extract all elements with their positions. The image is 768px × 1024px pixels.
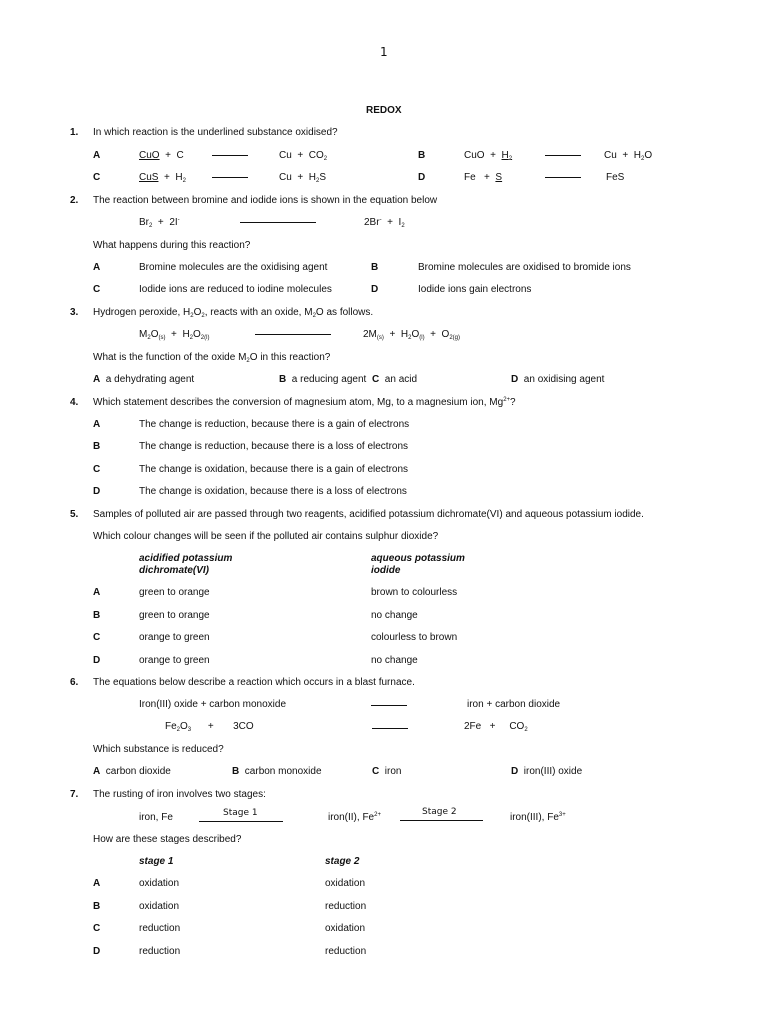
equation-products: $Cu + CO_2$ xyxy=(279,150,328,162)
option-b: B carbon monoxide xyxy=(232,766,322,777)
word-equation-reactants: Iron(III) oxide + carbon monoxide xyxy=(139,699,287,710)
option-cell: green to orange xyxy=(139,587,210,598)
question-number: 1. xyxy=(70,127,79,138)
equation-products: $2Br^- + I_2$ xyxy=(364,217,405,229)
question-text: The reaction between bromine and iodide ions is shown in the equation below xyxy=(93,195,438,206)
option-letter: A xyxy=(93,587,101,598)
option-letter: C xyxy=(93,464,101,475)
species-iron-iii: iron(III), $Fe^{3+}$ xyxy=(510,812,566,823)
equation-reactants: CuO + $H_2$ xyxy=(464,150,513,162)
equation-reactants: CuO + C xyxy=(139,150,184,161)
option-cell: oxidation xyxy=(139,901,180,912)
option-c: C iron xyxy=(372,766,402,777)
option-cell: reduction xyxy=(139,946,181,957)
option-a: A carbon dioxide xyxy=(93,766,171,777)
question-number: 3. xyxy=(70,307,79,318)
option-cell: oxidation xyxy=(325,923,366,934)
option-cell: reduction xyxy=(139,923,181,934)
symbol-equation-products: 2Fe + $CO_2$ xyxy=(464,721,528,733)
column-header-1: acidified potassium dichromate(VI) xyxy=(139,553,233,576)
option-letter: D xyxy=(93,946,101,957)
page-number: 1 xyxy=(380,45,388,59)
question-text: The equations below describe a reaction which occurs in a blast furnace. xyxy=(93,677,415,688)
option-text: The change is reduction, because there is a gain of electrons xyxy=(139,419,410,430)
option-letter: A xyxy=(93,878,101,889)
option-cell: orange to green xyxy=(139,632,210,643)
reaction-arrow xyxy=(372,728,408,729)
column-header-2: stage 2 xyxy=(325,856,360,867)
question-number: 7. xyxy=(70,789,79,800)
reaction-arrow xyxy=(545,177,581,178)
option-cell: orange to green xyxy=(139,655,210,666)
question-prompt: What is the function of the oxide $M_2O$ in this reaction? xyxy=(93,352,331,364)
equation-products: $Cu + H_2O$ xyxy=(604,150,653,162)
column-header-1: stage 1 xyxy=(139,856,174,867)
equation-products: $Cu + H_2S$ xyxy=(279,172,327,184)
column-header-2: aqueous potassium iodide xyxy=(371,553,465,576)
page-title: REDOX xyxy=(366,105,402,116)
question-number: 4. xyxy=(70,397,79,408)
symbol-equation-reactants: $Fe_2O_3$ + 3CO xyxy=(165,721,254,733)
reaction-arrow xyxy=(240,222,316,223)
option-text: Iodide ions are reduced to iodine molecules xyxy=(139,284,332,295)
option-d: D an oxidising agent xyxy=(511,374,605,385)
option-letter: C xyxy=(93,284,101,295)
option-cell: no change xyxy=(371,610,418,621)
question-prompt: Which substance is reduced? xyxy=(93,744,224,755)
question-text: Which statement describes the conversion of magnesium atom, Mg, to a magnesium ion, $Mg^{2+}$? xyxy=(93,397,516,408)
equation-products: FeS xyxy=(606,172,625,183)
option-letter: D xyxy=(418,172,426,183)
word-equation-products: iron + carbon dioxide xyxy=(467,699,561,710)
option-letter: B xyxy=(371,262,379,273)
question-prompt: How are these stages described? xyxy=(93,834,242,845)
question-prompt: Which colour changes will be seen if the polluted air contains sulphur dioxide? xyxy=(93,531,439,542)
option-cell: colourless to brown xyxy=(371,632,458,643)
option-letter: C xyxy=(93,172,101,183)
option-letter: A xyxy=(93,150,101,161)
option-cell: oxidation xyxy=(325,878,366,889)
reaction-arrow xyxy=(400,820,483,821)
option-letter: A xyxy=(93,262,101,273)
option-cell: green to orange xyxy=(139,610,210,621)
reaction-arrow xyxy=(199,821,283,822)
option-c: C an acid xyxy=(372,374,418,385)
option-b: B a reducing agent xyxy=(279,374,367,385)
reaction-arrow xyxy=(545,155,581,156)
option-text: The change is oxidation, because there is a gain of electrons xyxy=(139,464,409,475)
equation-reactants: CuS + $H_2$ xyxy=(139,172,186,184)
option-letter: B xyxy=(93,441,101,452)
option-text: The change is reduction, because there is a loss of electrons xyxy=(139,441,409,452)
option-letter: A xyxy=(93,419,101,430)
stage-2-label: Stage 2 xyxy=(422,807,457,817)
question-number: 2. xyxy=(70,195,79,206)
reaction-arrow xyxy=(255,334,331,335)
option-cell: reduction xyxy=(325,901,367,912)
equation-products: $2M_{(s)} + H_2O_{(l)} + O_{2(g)}$ xyxy=(363,329,460,341)
option-cell: no change xyxy=(371,655,418,666)
option-letter: C xyxy=(93,923,101,934)
option-cell: brown to colourless xyxy=(371,587,458,598)
option-cell: oxidation xyxy=(139,878,180,889)
equation-reactants: $Br_2 + 2I^-$ xyxy=(139,217,180,229)
reaction-arrow xyxy=(371,705,407,706)
question-number: 6. xyxy=(70,677,79,688)
reaction-arrow xyxy=(212,177,248,178)
option-letter: D xyxy=(93,655,101,666)
question-number: 5. xyxy=(70,509,79,520)
species-iron: iron, Fe xyxy=(139,812,173,823)
question-text: In which reaction is the underlined substance oxidised? xyxy=(93,127,338,138)
option-cell: reduction xyxy=(325,946,367,957)
option-letter: D xyxy=(93,486,101,497)
question-text: The rusting of iron involves two stages: xyxy=(93,789,266,800)
option-text: Bromine molecules are the oxidising agent xyxy=(139,262,328,273)
option-a: A a dehydrating agent xyxy=(93,374,195,385)
option-letter: C xyxy=(93,632,101,643)
option-d: D iron(III) oxide xyxy=(511,766,583,777)
option-letter: D xyxy=(371,284,379,295)
option-letter: B xyxy=(93,901,101,912)
reaction-arrow xyxy=(212,155,248,156)
option-letter: B xyxy=(93,610,101,621)
stage-1-label: Stage 1 xyxy=(223,808,258,818)
option-text: Iodide ions gain electrons xyxy=(418,284,532,295)
equation-reactants: Fe + S xyxy=(464,172,503,183)
question-text: Samples of polluted air are passed through two reagents, acidified potassium dichromate(VI) and aqueous potassium iodide. xyxy=(93,509,644,520)
question-text: Hydrogen peroxide, $H_2O_2$, reacts with an oxide, $M_2O$ as follows. xyxy=(93,307,374,319)
option-letter: B xyxy=(418,150,426,161)
option-text: Bromine molecules are oxidised to bromide ions xyxy=(418,262,631,273)
species-iron-ii: iron(II), $Fe^{2+}$ xyxy=(328,812,381,823)
question-prompt: What happens during this reaction? xyxy=(93,240,251,251)
equation-reactants: $M_2O_{(s)} + H_2O_{2(l)}$ xyxy=(139,329,210,341)
option-text: The change is oxidation, because there is a loss of electrons xyxy=(139,486,407,497)
